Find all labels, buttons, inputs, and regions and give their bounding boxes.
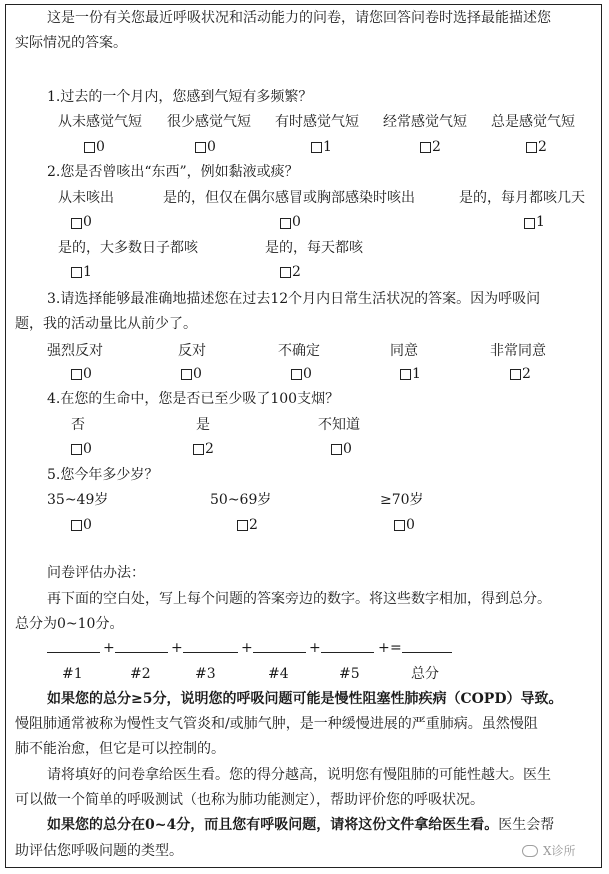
q1-score: 0 — [207, 139, 216, 155]
score-label-1: #1 — [62, 666, 83, 682]
equals-sign: = — [390, 640, 402, 656]
q3-score: 0 — [303, 366, 312, 382]
q2-option-label: 是的，大多数日子都咳 — [58, 240, 198, 256]
q2-question: 2.您是否曾咳出“东西”，例如黏液或痰？ — [47, 164, 299, 180]
q1-option-label: 总是感觉气短 — [491, 114, 575, 130]
intro-line-2: 实际情况的答案。 — [15, 35, 127, 51]
q1-checkbox[interactable] — [420, 142, 431, 153]
q4-question: 4.在您的生命中，您是否已至少吸了100支烟？ — [47, 391, 340, 407]
q1-option-label: 很少感觉气短 — [167, 114, 251, 130]
result-paragraph-3-line-2: 助评估您呼吸问题的类型。 — [15, 843, 183, 859]
q3-option-label: 同意 — [390, 343, 418, 359]
q5-score: 2 — [249, 517, 258, 533]
q5-option-label: 35~49岁 — [47, 492, 109, 508]
q4-checkbox[interactable] — [193, 444, 204, 455]
q2-checkbox[interactable] — [71, 218, 82, 229]
total-score-label: 总分 — [411, 666, 439, 682]
q2-score: 1 — [536, 214, 545, 230]
q2-score: 0 — [292, 214, 301, 230]
q4-score: 0 — [83, 441, 92, 457]
score-blank-1[interactable] — [47, 652, 100, 653]
q3-checkbox[interactable] — [291, 369, 302, 380]
q3-option-label: 强烈反对 — [47, 343, 103, 359]
plus-sign: + — [378, 640, 390, 656]
q4-score: 0 — [343, 441, 352, 457]
q2-checkbox[interactable] — [71, 267, 82, 278]
q2-option-label: 是的，每天都咳 — [265, 240, 363, 256]
q3-option-label: 反对 — [178, 343, 206, 359]
q3-score: 0 — [193, 366, 202, 382]
q1-question: 1.过去的一个月内，您感到气短有多频繁？ — [47, 89, 313, 105]
q1-option-label: 有时感觉气短 — [275, 114, 359, 130]
score-blank-3[interactable] — [183, 652, 238, 653]
q5-checkbox[interactable] — [237, 520, 248, 531]
result-paragraph-1-line-2: 慢阻肺通常被称为慢性支气管炎和/或肺气肿，是一种缓慢进展的严重肺病。虽然慢阻 — [15, 716, 538, 732]
result-high-score: 如果您的总分≥5分，说明您的呼吸问题可能是慢性阻塞性肺疾病（COPD）导致。 — [47, 691, 563, 707]
scoring-heading: 问卷评估办法： — [47, 565, 145, 581]
q2-option-label: 是的，但仅在偶尔感冒或胸部感染时咳出 — [163, 190, 415, 206]
q4-option-label: 不知道 — [318, 417, 360, 433]
q2-option-label: 是的，每月都咳几天 — [459, 190, 585, 206]
q5-option-label: 50~69岁 — [210, 492, 272, 508]
plus-sign: + — [103, 640, 115, 656]
q4-option-label: 否 — [71, 417, 85, 433]
result-paragraph-2-line-1: 请将填好的问卷拿给医生看。您的得分越高，说明您有慢阻肺的可能性越大。医生 — [47, 767, 551, 783]
total-score-blank[interactable] — [402, 652, 452, 653]
q3-question-line-1: 3.请选择能够最准确地描述您在过去12个月内日常生活状况的答案。因为呼吸问 — [47, 291, 541, 307]
score-label-5: #5 — [339, 666, 360, 682]
q2-checkbox[interactable] — [280, 218, 291, 229]
q3-question-line-2: 题，我的活动量比从前少了。 — [15, 316, 197, 332]
plus-sign: + — [171, 640, 183, 656]
q3-option-label: 不确定 — [278, 343, 320, 359]
q1-score: 2 — [432, 139, 441, 155]
q1-option-label: 从未感觉气短 — [58, 114, 142, 130]
watermark-text: X诊所 — [543, 844, 576, 858]
q5-option-label: ≥70岁 — [380, 492, 424, 508]
q2-score: 2 — [292, 264, 301, 280]
q2-checkbox[interactable] — [524, 218, 535, 229]
q2-checkbox[interactable] — [280, 267, 291, 278]
q5-score: 0 — [83, 517, 92, 533]
score-blank-5[interactable] — [321, 652, 374, 653]
q3-checkbox[interactable] — [71, 369, 82, 380]
result-paragraph-2-line-2: 可以做一个简单的呼吸测试（也称为肺功能测定），帮助评价您的呼吸状况。 — [15, 792, 484, 808]
score-label-4: #4 — [268, 666, 289, 682]
result-low-score-rest: 医生会帮 — [498, 817, 555, 833]
wechat-logo-icon — [522, 845, 538, 857]
q3-checkbox[interactable] — [510, 369, 521, 380]
q5-checkbox[interactable] — [71, 520, 82, 531]
q3-score: 2 — [522, 366, 531, 382]
intro-line-1: 这是一份有关您最近呼吸状况和活动能力的问卷，请您回答问卷时选择最能描述您 — [47, 10, 551, 26]
result-paragraph-1-line-3: 肺不能治愈，但它是可以控制的。 — [15, 741, 225, 757]
q1-option-label: 经常感觉气短 — [383, 114, 467, 130]
result-low-score: 如果您的总分在0~4分，而且您有呼吸问题，请将这份文件拿给医生看。 — [47, 817, 499, 833]
result-paragraph-3-line-1 — [47, 815, 554, 835]
q4-checkbox[interactable] — [331, 444, 342, 455]
q3-score: 1 — [412, 366, 421, 382]
q2-score: 1 — [83, 264, 92, 280]
plus-sign: + — [241, 640, 253, 656]
scoring-line-1: 再下面的空白处，写上每个问题的答案旁边的数字。将这些数字相加，得到总分。 — [47, 591, 551, 607]
score-blank-2[interactable] — [115, 652, 168, 653]
q3-checkbox[interactable] — [400, 369, 411, 380]
q3-checkbox[interactable] — [181, 369, 192, 380]
q1-checkbox[interactable] — [195, 142, 206, 153]
q1-checkbox[interactable] — [84, 142, 95, 153]
scoring-line-2: 总分为0~10分。 — [15, 616, 124, 632]
q3-score: 0 — [83, 366, 92, 382]
q4-option-label: 是 — [196, 417, 210, 433]
score-label-2: #2 — [130, 666, 151, 682]
q1-checkbox[interactable] — [311, 142, 322, 153]
q1-score: 2 — [538, 139, 547, 155]
q5-checkbox[interactable] — [394, 520, 405, 531]
q2-option-label: 从未咳出 — [58, 190, 114, 206]
q4-score: 2 — [205, 441, 214, 457]
q1-checkbox[interactable] — [526, 142, 537, 153]
plus-sign: + — [309, 640, 321, 656]
q5-question: 5.您今年多少岁？ — [47, 467, 159, 483]
q3-option-label: 非常同意 — [490, 343, 546, 359]
q2-score: 0 — [83, 214, 92, 230]
q1-score: 0 — [96, 139, 105, 155]
score-label-3: #3 — [195, 666, 216, 682]
score-blank-4[interactable] — [253, 652, 306, 653]
q1-score: 1 — [323, 139, 332, 155]
q4-checkbox[interactable] — [71, 444, 82, 455]
q5-score: 0 — [406, 517, 415, 533]
